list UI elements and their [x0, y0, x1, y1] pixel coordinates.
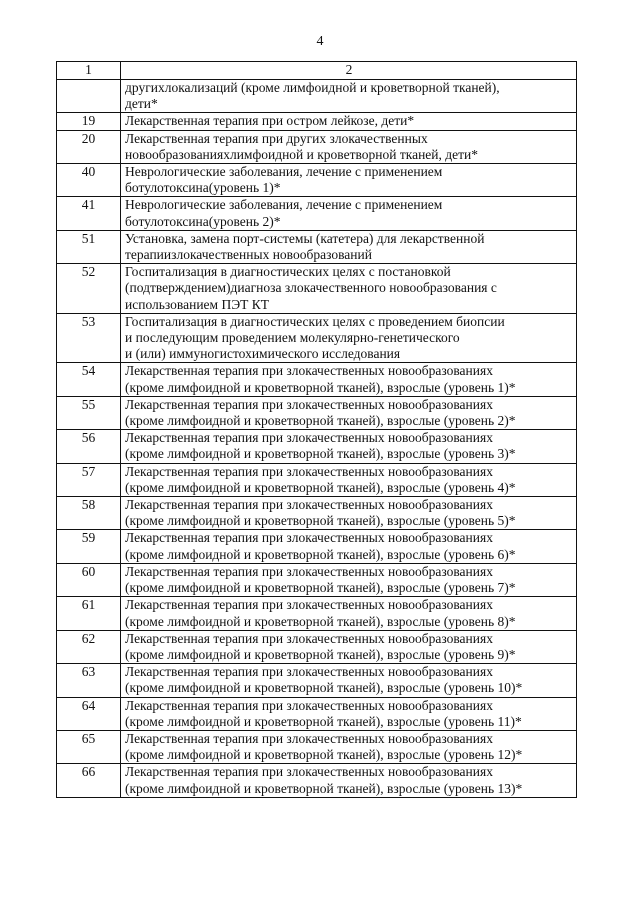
row-text: Лекарственная терапия при злокачественных новообразованиях (кроме лимфоидной и кроветворной тканей), взрослые (уровень 13)*	[121, 764, 577, 797]
row-number: 52	[57, 264, 121, 314]
table-row	[57, 230, 577, 263]
table-row	[57, 764, 577, 797]
page-number: 4	[316, 34, 324, 49]
table-row	[57, 113, 577, 130]
row-text: другихлокализаций (кроме лимфоидной и кроветворной тканей), дети*	[121, 80, 577, 113]
row-text: Лекарственная терапия при злокачественных новообразованиях (кроме лимфоидной и кроветворной тканей), взрослые (уровень 9)*	[121, 630, 577, 663]
row-number: 41	[57, 197, 121, 230]
row-text: Лекарственная терапия при злокачественных новообразованиях (кроме лимфоидной и кроветворной тканей), взрослые (уровень 2)*	[121, 396, 577, 429]
table-row	[57, 697, 577, 730]
row-number: 53	[57, 313, 121, 363]
row-number: 63	[57, 664, 121, 697]
row-text: Лекарственная терапия при злокачественных новообразованиях (кроме лимфоидной и кроветворной тканей), взрослые (уровень 6)*	[121, 530, 577, 563]
table-row	[57, 530, 577, 563]
row-text: Лекарственная терапия при злокачественных новообразованиях (кроме лимфоидной и кроветворной тканей), взрослые (уровень 3)*	[121, 430, 577, 463]
row-text: Лекарственная терапия при злокачественных новообразованиях (кроме лимфоидной и кроветворной тканей), взрослые (уровень 11)*	[121, 697, 577, 730]
row-number: 51	[57, 230, 121, 263]
row-number: 65	[57, 730, 121, 763]
table-row	[57, 497, 577, 530]
row-number: 19	[57, 113, 121, 130]
table-row	[57, 164, 577, 197]
row-number: 54	[57, 363, 121, 396]
table-row	[57, 80, 577, 113]
row-text: Лекарственная терапия при злокачественных новообразованиях (кроме лимфоидной и кроветворной тканей), взрослые (уровень 10)*	[121, 664, 577, 697]
row-number: 62	[57, 630, 121, 663]
table-row	[57, 630, 577, 663]
row-text: Госпитализация в диагностических целях с проведением биопсии и последующим проведением молекулярно-генетического и (или) иммуногистохимического исследования	[121, 313, 577, 363]
row-number: 55	[57, 396, 121, 429]
column-header-name: 2	[121, 62, 577, 80]
table-row	[57, 597, 577, 630]
row-number: 40	[57, 164, 121, 197]
table-row	[57, 197, 577, 230]
row-text: Госпитализация в диагностических целях с постановкой (подтверждением)диагноза злокачественного новообразования с использованием ПЭТ КТ	[121, 264, 577, 314]
table-header-row	[57, 62, 577, 80]
row-text: Лекарственная терапия при злокачественных новообразованиях (кроме лимфоидной и кроветворной тканей), взрослые (уровень 12)*	[121, 730, 577, 763]
table-row	[57, 313, 577, 363]
row-text: Лекарственная терапия при остром лейкозе, дети*	[121, 113, 577, 130]
table-row	[57, 664, 577, 697]
table-row	[57, 130, 577, 163]
row-text: Лекарственная терапия при злокачественных новообразованиях (кроме лимфоидной и кроветворной тканей), взрослые (уровень 8)*	[121, 597, 577, 630]
table-row	[57, 396, 577, 429]
row-text: Лекарственная терапия при злокачественных новообразованиях (кроме лимфоидной и кроветворной тканей), взрослые (уровень 7)*	[121, 563, 577, 596]
row-number: 59	[57, 530, 121, 563]
row-text: Лекарственная терапия при злокачественных новообразованиях (кроме лимфоидной и кроветворной тканей), взрослые (уровень 1)*	[121, 363, 577, 396]
row-number: 66	[57, 764, 121, 797]
table-row	[57, 264, 577, 314]
table-row	[57, 730, 577, 763]
row-number: 56	[57, 430, 121, 463]
row-number: 58	[57, 497, 121, 530]
row-text: Лекарственная терапия при других злокачественных новообразованияхлимфоидной и кроветворной тканей, дети*	[121, 130, 577, 163]
table-row	[57, 563, 577, 596]
row-number: 61	[57, 597, 121, 630]
table-row	[57, 463, 577, 496]
row-number: 60	[57, 563, 121, 596]
row-number	[57, 80, 121, 113]
row-text: Неврологические заболевания, лечение с применением ботулотоксина(уровень 2)*	[121, 197, 577, 230]
document-table	[56, 61, 577, 798]
row-text: Лекарственная терапия при злокачественных новообразованиях (кроме лимфоидной и кроветворной тканей), взрослые (уровень 5)*	[121, 497, 577, 530]
row-text: Лекарственная терапия при злокачественных новообразованиях (кроме лимфоидной и кроветворной тканей), взрослые (уровень 4)*	[121, 463, 577, 496]
row-text: Неврологические заболевания, лечение с применением ботулотоксина(уровень 1)*	[121, 164, 577, 197]
row-number: 57	[57, 463, 121, 496]
column-header-number: 1	[57, 62, 121, 80]
table-row	[57, 363, 577, 396]
row-text: Установка, замена порт-системы (катетера) для лекарственной терапиизлокачественных новообразований	[121, 230, 577, 263]
row-number: 64	[57, 697, 121, 730]
row-number: 20	[57, 130, 121, 163]
table-row	[57, 430, 577, 463]
